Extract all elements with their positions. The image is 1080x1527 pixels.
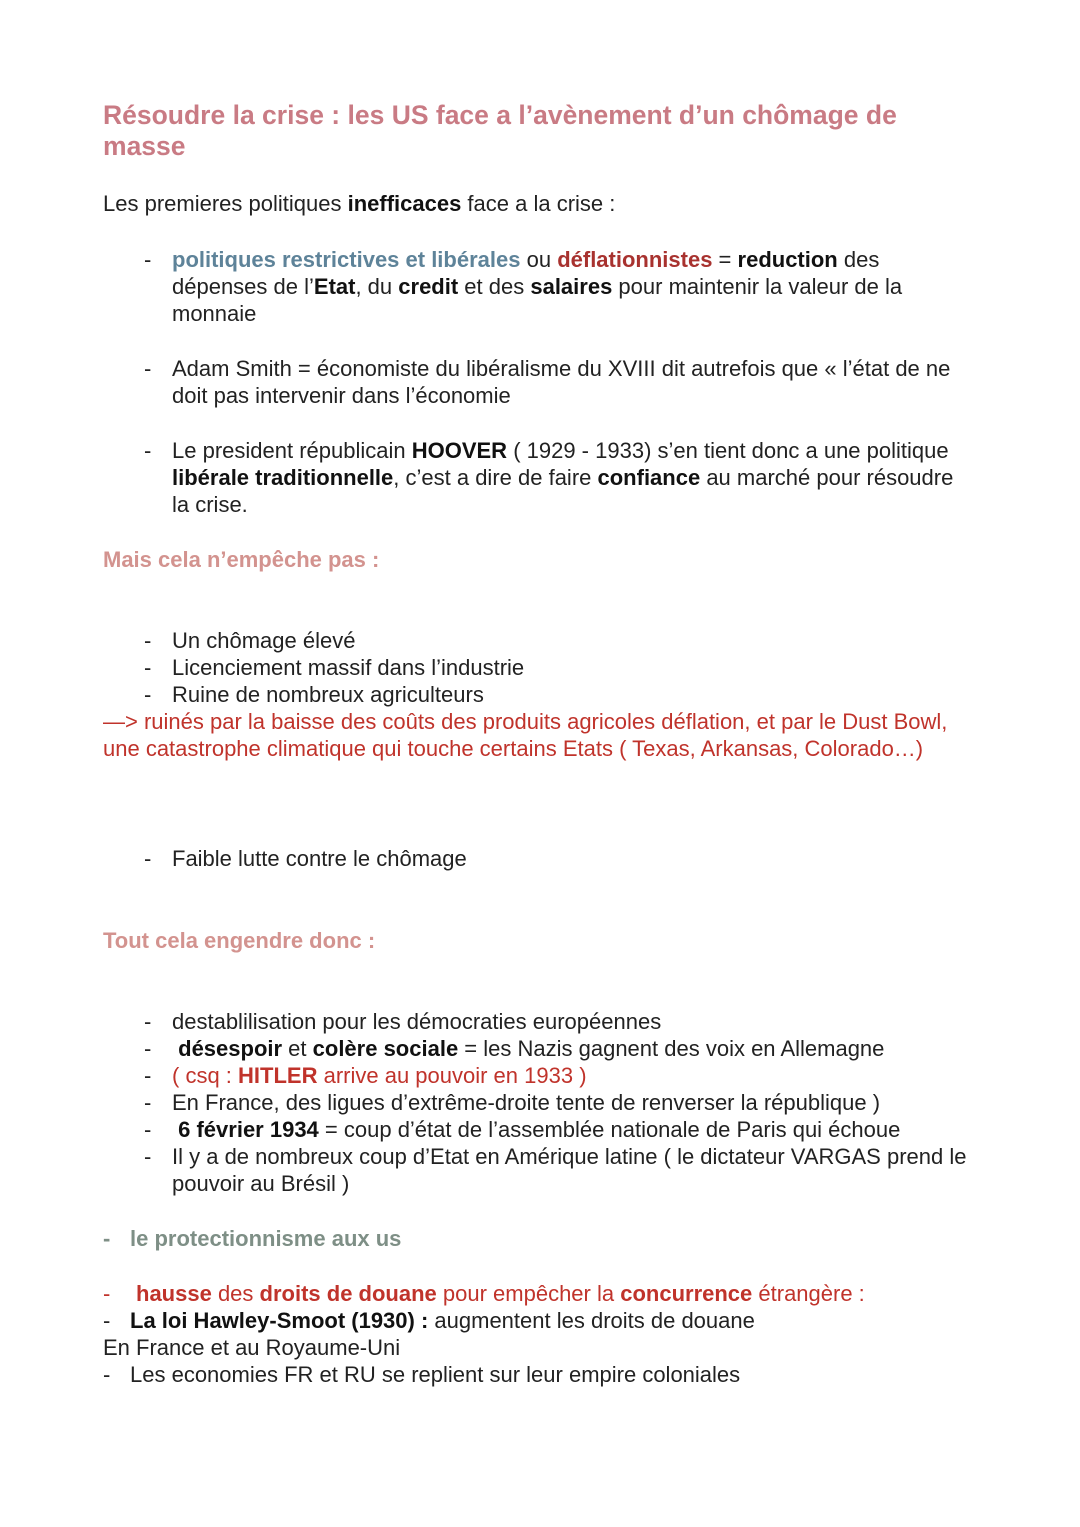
consequences-list (103, 627, 973, 708)
list-item: - Un chômage élevé (103, 627, 973, 654)
list-item: - le protectionnisme aux us (103, 1225, 973, 1252)
hoover-list (103, 437, 973, 518)
list-item: - Faible lutte contre le chômage (103, 845, 973, 872)
protection-list (103, 1225, 973, 1252)
list-item: - La loi Hawley-Smoot (1930) : augmentent les droits de douane (103, 1307, 973, 1334)
list-item: - Licenciement massif dans l’industrie (103, 654, 973, 681)
list-item: - hausse des droits de douane pour empêcher la concurrence étrangère : (103, 1280, 973, 1307)
effects-list (103, 1008, 973, 1197)
list-item: - politiques restrictives et libérales ou déflationnistes = reduction des dépenses de l’Etat, du credit et des salaires pour maintenir la valeur de la monnaie (103, 246, 973, 327)
arrow-note: —> ruinés par la baisse des coûts des produits agricoles déflation, et par le Dust Bowl, une catastrophe climatique qui touche certains Etats ( Texas, Arkansas, Colorado…) (103, 709, 948, 761)
section-heading: Mais cela n’empêche pas : (103, 547, 380, 572)
empire-list (103, 1361, 973, 1388)
list-item: - Adam Smith = économiste du libéralisme du XVIII dit autrefois que « l’état de ne doit pas intervenir dans l’économie (103, 355, 973, 409)
chomage-list (103, 845, 973, 872)
list-item: - Le president républicain HOOVER ( 1929 - 1933) s’en tient donc a une politique libérale traditionnelle, c’est a dire de faire confiance au marché pour résoudre la crise. (103, 437, 973, 518)
policy-list (103, 246, 973, 327)
list-item: - Il y a de nombreux coup d’Etat en Amérique latine ( le dictateur VARGAS prend le pouvoir au Brésil ) (103, 1143, 973, 1197)
document-page (103, 100, 973, 1387)
smith-list (103, 355, 973, 409)
list-item: - destablilisation pour les démocraties européennes (103, 1008, 973, 1035)
list-item: - En France, des ligues d’extrême-droite tente de renverser la république ) (103, 1089, 973, 1116)
france-ru-line: En France et au Royaume-Uni (103, 1335, 401, 1360)
list-item: - 6 février 1934 = coup d’état de l’assemblée nationale de Paris qui échoue (103, 1116, 973, 1143)
list-item: - Les economies FR et RU se replient sur leur empire coloniales (103, 1361, 973, 1388)
douane-list (103, 1280, 973, 1334)
list-item: - ( csq : HITLER arrive au pouvoir en 1933 ) (103, 1062, 973, 1089)
list-item: - désespoir et colère sociale = les Nazis gagnent des voix en Allemagne (103, 1035, 973, 1062)
intro-line: Les premieres politiques inefficaces face a la crise : (103, 191, 616, 216)
page-title: Résoudre la crise : les US face a l’avènement d’un chômage de masse (103, 100, 897, 161)
list-item: - Ruine de nombreux agriculteurs (103, 681, 973, 708)
section-heading: Tout cela engendre donc : (103, 928, 376, 953)
